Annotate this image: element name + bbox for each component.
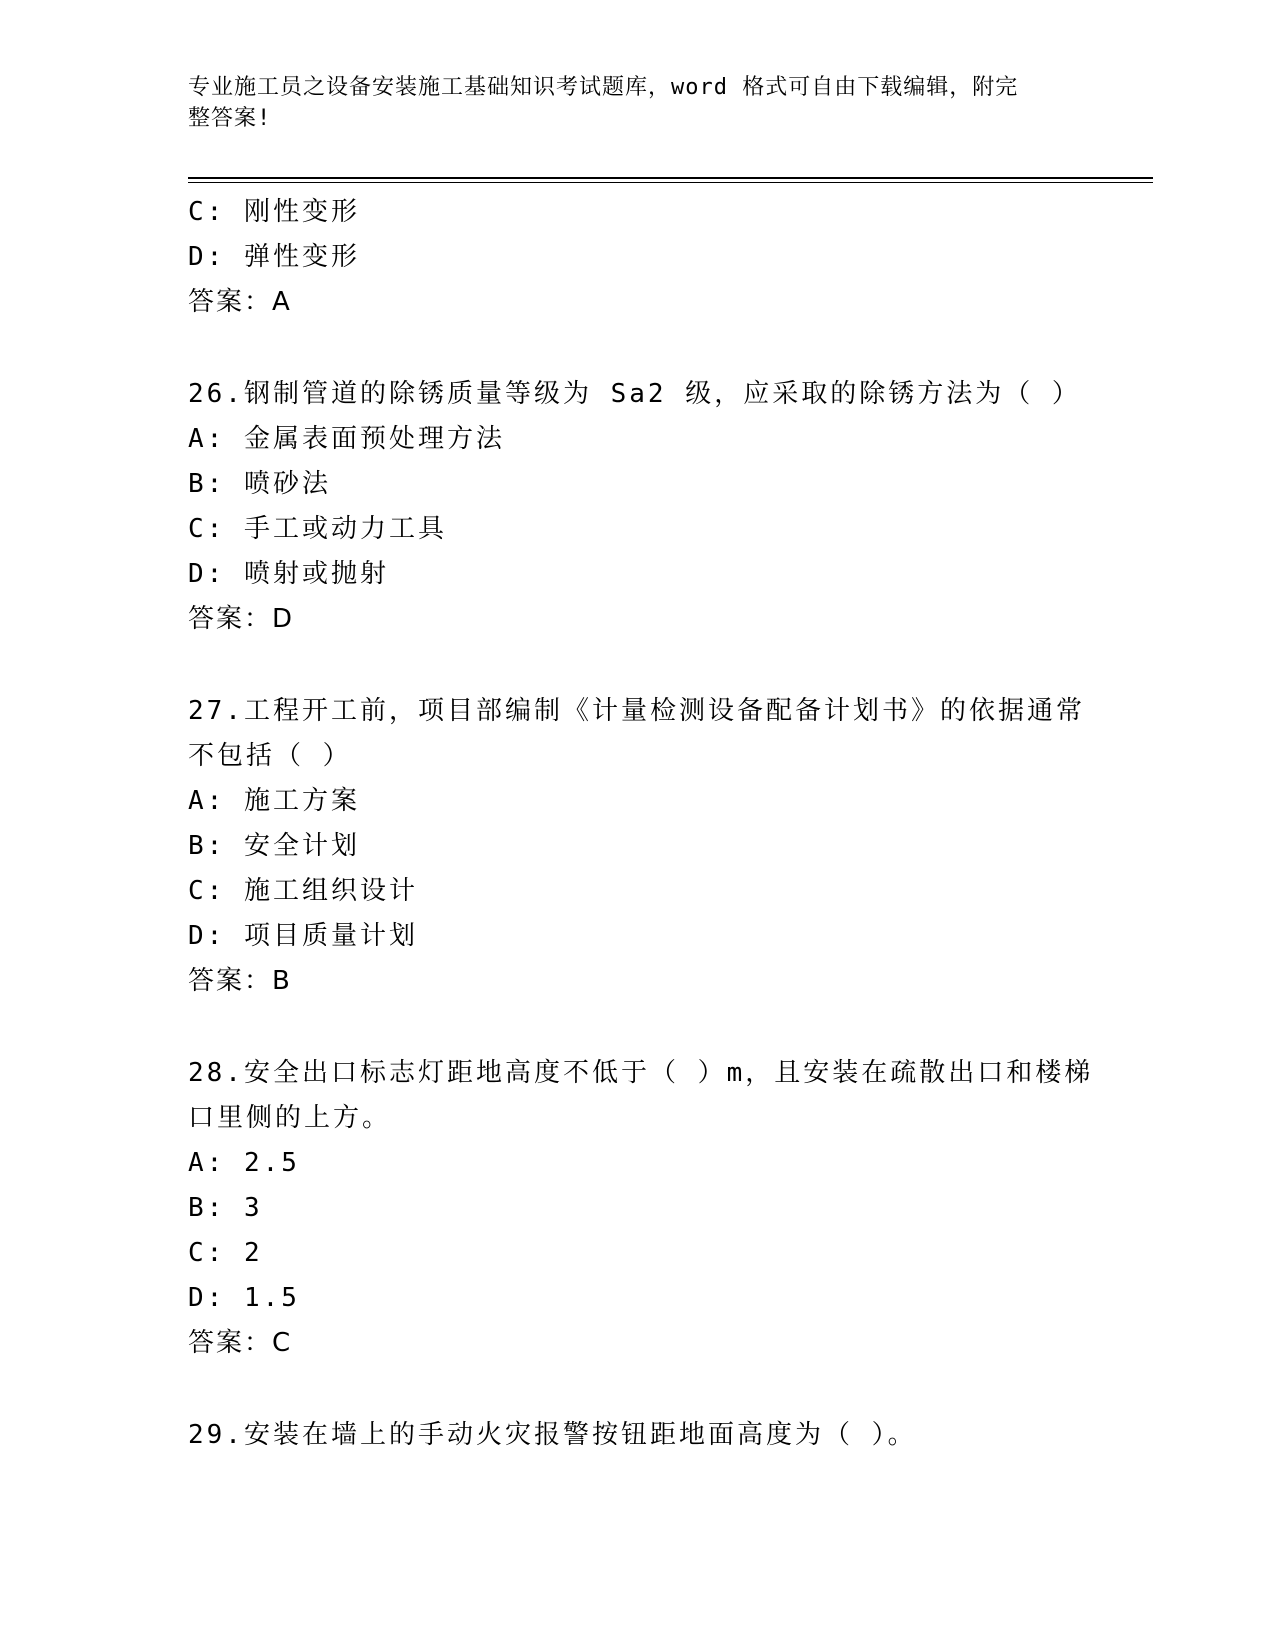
header-line-1: 专业施工员之设备安装施工基础知识考试题库，word 格式可自由下载编辑，附完 <box>188 75 1019 100</box>
question-26-text: 26.钢制管道的除锈质量等级为 Sa2 级，应采取的除锈方法为（ ） <box>188 379 1081 409</box>
spacer <box>188 642 1088 689</box>
option-a <box>188 417 1088 462</box>
option-label: D: <box>188 921 226 951</box>
option-label: B: <box>188 1193 226 1223</box>
option-b <box>188 1186 1088 1231</box>
option-text: 弹性变形 <box>243 242 360 272</box>
option-text: 施工方案 <box>243 786 360 816</box>
option-label: C: <box>188 514 226 544</box>
option-b <box>188 462 1088 507</box>
header-divider-thick <box>188 177 1153 179</box>
answer-line: 答案：D <box>188 604 295 634</box>
answer-line: 答案：A <box>188 287 292 317</box>
option-text: 2 <box>243 1238 263 1268</box>
option-label: D: <box>188 1283 226 1313</box>
option-label: A: <box>188 786 226 816</box>
header-divider-thin <box>188 182 1153 183</box>
option-label: B: <box>188 469 226 499</box>
spacer <box>188 1004 1088 1051</box>
option-text: 喷射或抛射 <box>243 559 389 589</box>
option-d <box>188 235 1088 280</box>
option-d <box>188 552 1088 597</box>
answer-line: 答案：B <box>188 966 292 996</box>
question-28-text-line-1: 28.安全出口标志灯距地高度不低于（ ）m，且安装在疏散出口和楼梯 <box>188 1058 1094 1088</box>
option-text: 刚性变形 <box>243 197 360 227</box>
option-b <box>188 824 1088 869</box>
question-27-text-line-1: 27.工程开工前，项目部编制《计量检测设备配备计划书》的依据通常 <box>188 696 1085 726</box>
option-label: A: <box>188 1148 226 1178</box>
option-text: 2.5 <box>243 1148 300 1178</box>
question-29-text: 29.安装在墙上的手动火灾报警按钮距地面高度为（ ）。 <box>188 1420 917 1450</box>
option-c <box>188 507 1088 552</box>
option-d <box>188 1276 1088 1321</box>
option-text: 1.5 <box>243 1283 300 1313</box>
option-text: 安全计划 <box>243 831 360 861</box>
option-text: 手工或动力工具 <box>243 514 447 544</box>
question-content <box>188 190 1094 1458</box>
option-text: 3 <box>243 1193 263 1223</box>
option-label: C: <box>188 197 226 227</box>
spacer <box>188 1366 1088 1413</box>
option-label: C: <box>188 876 226 906</box>
spacer <box>188 325 1088 372</box>
option-label: D: <box>188 242 226 272</box>
question-27-text-line-2: 不包括（ ） <box>188 741 352 771</box>
option-d <box>188 914 1088 959</box>
option-label: C: <box>188 1238 226 1268</box>
option-a <box>188 779 1088 824</box>
option-label: B: <box>188 831 226 861</box>
answer-line: 答案：C <box>188 1328 293 1358</box>
option-text: 项目质量计划 <box>243 921 418 951</box>
option-text: 金属表面预处理方法 <box>243 424 505 454</box>
document-header <box>188 72 1068 134</box>
option-text: 施工组织设计 <box>243 876 418 906</box>
question-28-text-line-2: 口里侧的上方。 <box>188 1103 392 1133</box>
option-c <box>188 869 1088 914</box>
option-a <box>188 1141 1088 1186</box>
option-text: 喷砂法 <box>243 469 331 499</box>
option-c <box>188 1231 1088 1276</box>
option-label: D: <box>188 559 226 589</box>
header-line-2: 整答案! <box>188 106 272 131</box>
option-c <box>188 190 1088 235</box>
option-label: A: <box>188 424 226 454</box>
